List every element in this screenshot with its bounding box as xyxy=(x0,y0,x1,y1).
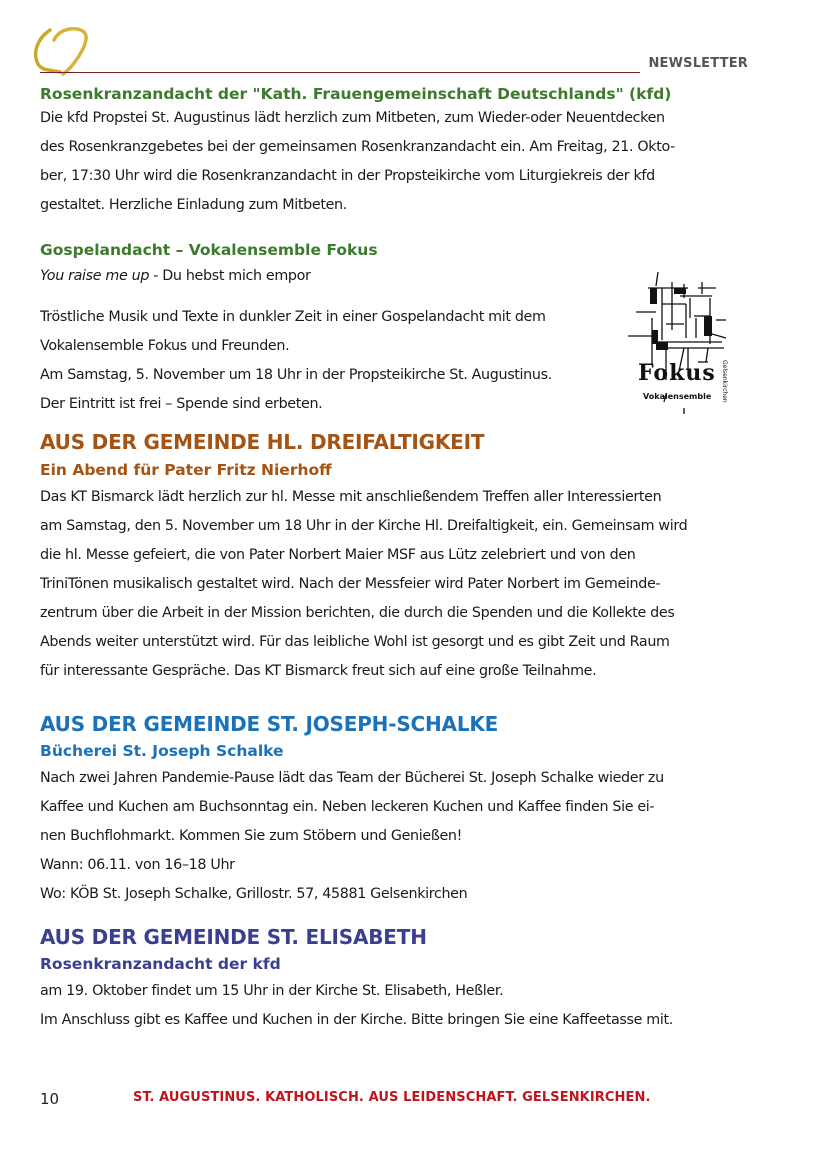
joseph-line: nen Buchflohmarkt. Kommen Sie zum Stöbern und Genießen! xyxy=(40,828,463,844)
dreifaltigkeit-line: TriniTönen musikalisch gestaltet wird. Nach der Messfeier wird Pater Norbert im Gemeinde- xyxy=(40,576,661,592)
kfd-title: Rosenkranzandacht der "Kath. Frauengemeinschaft Deutschlands" (kfd) xyxy=(40,85,672,103)
newsletter-label: NEWSLETTER xyxy=(648,56,748,71)
joseph-line: Wo: KÖB St. Joseph Schalke, Grillostr. 57, 45881 Gelsenkirchen xyxy=(40,886,468,902)
elisabeth-title: Rosenkranzandacht der kfd xyxy=(40,955,281,973)
footer-slogan: ST. AUGUSTINUS. KATHOLISCH. AUS LEIDENSCHAFT. GELSENKIRCHEN. xyxy=(133,1090,651,1105)
gospel-title: Gospelandacht – Vokalensemble Fokus xyxy=(40,241,378,259)
dreifaltigkeit-title: Ein Abend für Pater Fritz Nierhoff xyxy=(40,461,332,479)
joseph-line: Kaffee und Kuchen am Buchsonntag ein. Neben leckeren Kuchen und Kaffee finden Sie ei- xyxy=(40,799,655,815)
joseph-title: Bücherei St. Joseph Schalke xyxy=(40,742,284,760)
dreifaltigkeit-heading: AUS DER GEMEINDE HL. DREIFALTIGKEIT xyxy=(40,430,485,454)
dreifaltigkeit-line: Das KT Bismarck lädt herzlich zur hl. Messe mit anschließendem Treffen aller Interessierten xyxy=(40,489,662,505)
elisabeth-heading: AUS DER GEMEINDE ST. ELISABETH xyxy=(40,925,427,949)
kfd-line: gestaltet. Herzliche Einladung zum Mitbeten. xyxy=(40,197,347,213)
fokus-logo xyxy=(626,268,742,416)
page-number: 10 xyxy=(40,1090,60,1108)
joseph-line: Nach zwei Jahren Pandemie-Pause lädt das Team der Bücherei St. Joseph Schalke wieder zu xyxy=(40,770,664,786)
fokus-logo-subtitle: Vokalensemble xyxy=(643,392,712,401)
dreifaltigkeit-line: zentrum über die Arbeit in der Mission berichten, die durch die Spenden und die Kollekte des xyxy=(40,605,675,621)
kfd-line: des Rosenkranzgebetes bei der gemeinsamen Rosenkranzandacht ein. Am Freitag, 21. Okto- xyxy=(40,139,675,155)
dreifaltigkeit-line: Abends weiter unterstützt wird. Für das leibliche Wohl ist gesorgt und es gibt Zeit und Raum xyxy=(40,634,670,650)
header-rule xyxy=(40,72,640,73)
gospel-line: Tröstliche Musik und Texte in dunkler Zeit in einer Gospelandacht mit dem xyxy=(40,309,546,325)
page-content xyxy=(40,84,748,1035)
kfd-line: Die kfd Propstei St. Augustinus lädt herzlich zum Mitbeten, zum Wieder-oder Neuentdecken xyxy=(40,110,665,126)
dreifaltigkeit-line: die hl. Messe gefeiert, die von Pater Norbert Maier MSF aus Lütz zelebriert und von den xyxy=(40,547,636,563)
elisabeth-line: am 19. Oktober findet um 15 Uhr in der Kirche St. Elisabeth, Heßler. xyxy=(40,983,504,999)
dreifaltigkeit-line: für interessante Gespräche. Das KT Bismarck freut sich auf eine große Teilnahme. xyxy=(40,663,597,679)
gospel-subtitle-italic: You raise me up xyxy=(40,268,150,284)
gospel-subtitle-rest: - Du hebst mich empor xyxy=(149,268,311,284)
joseph-line: Wann: 06.11. von 16–18 Uhr xyxy=(40,857,235,873)
heart-outline-icon xyxy=(30,24,94,76)
elisabeth-line: Im Anschluss gibt es Kaffee und Kuchen in der Kirche. Bitte bringen Sie eine Kaffeetasse mit. xyxy=(40,1012,673,1028)
gospel-line: Am Samstag, 5. November um 18 Uhr in der Propsteikirche St. Augustinus. xyxy=(40,367,552,383)
joseph-heading: AUS DER GEMEINDE ST. JOSEPH-SCHALKE xyxy=(40,712,499,736)
fokus-logo-city: Gelsenkirchen xyxy=(721,360,728,403)
gospel-line: Der Eintritt ist frei – Spende sind erbeten. xyxy=(40,396,323,412)
gospel-line: Vokalensemble Fokus und Freunden. xyxy=(40,338,290,354)
fokus-logo-title: Fokus xyxy=(638,360,716,386)
kfd-line: ber, 17:30 Uhr wird die Rosenkranzandacht in der Propsteikirche vom Liturgiekreis der kfd xyxy=(40,168,655,184)
dreifaltigkeit-line: am Samstag, den 5. November um 18 Uhr in der Kirche Hl. Dreifaltigkeit, ein. Gemeinsam wird xyxy=(40,518,688,534)
